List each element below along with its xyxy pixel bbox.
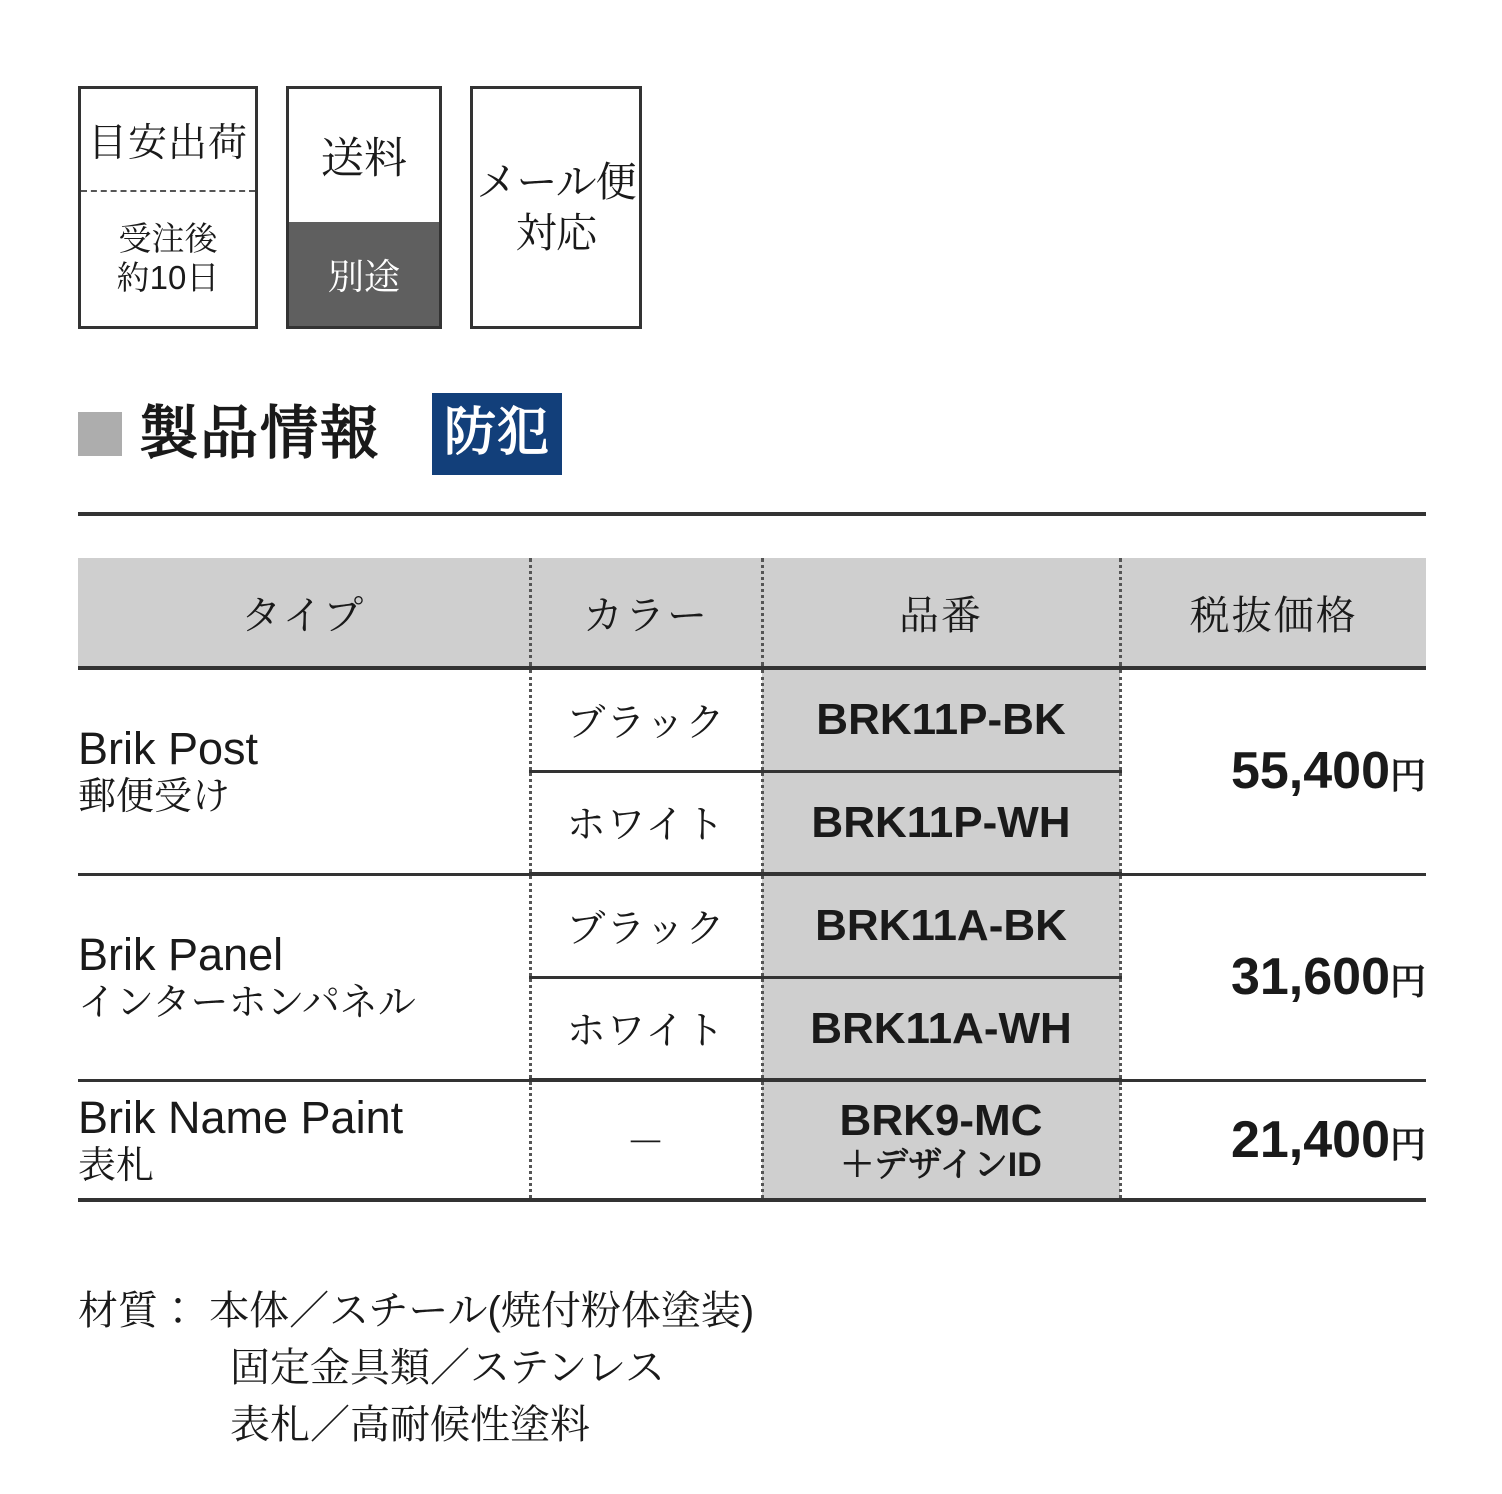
material-notes-line-2: 固定金具類／ステンレス <box>230 1345 665 1390</box>
cell-type-jp: インターホンパネル <box>78 982 416 1025</box>
badge-shipping-fee <box>286 86 442 329</box>
column-header-type: タイプ <box>78 558 530 668</box>
cell-price <box>1120 1080 1426 1200</box>
cell-code: BRK11P-BK <box>762 668 1120 771</box>
cell-price <box>1120 668 1426 874</box>
cell-type-en: Brik Panel <box>78 929 284 981</box>
badge-shipping-estimate-line2: 約10日 <box>116 259 220 296</box>
cell-type-jp: 表札 <box>78 1144 155 1187</box>
cell-code: BRK11A-WH <box>762 977 1120 1080</box>
cell-type-jp: 郵便受け <box>78 776 231 819</box>
cell-code-sub: ＋デザインID <box>840 1145 1042 1184</box>
cell-type <box>78 1080 530 1200</box>
cell-color: ブラック <box>530 874 762 977</box>
bullet-square-icon <box>78 412 122 456</box>
header-divider <box>78 512 1426 516</box>
cell-price-unit: 円 <box>1389 961 1426 1002</box>
badge-shipping-estimate-title: 目安出荷 <box>81 89 255 192</box>
cell-type-en: Brik Post <box>78 723 259 775</box>
badge-shipping-fee-value: 別途 <box>289 222 439 326</box>
column-header-price: 税抜価格 <box>1120 558 1426 668</box>
page-title: 製品情報 <box>140 401 381 466</box>
badge-row <box>78 86 642 329</box>
cell-code-main: BRK9-MC <box>839 1096 1043 1146</box>
cell-color: ブラック <box>530 668 762 771</box>
cell-price <box>1120 874 1426 1080</box>
cell-code: BRK11A-BK <box>762 874 1120 977</box>
status-badge-security: 防犯 <box>432 393 562 475</box>
cell-code: BRK11P-WH <box>762 771 1120 874</box>
cell-price-value: 31,600 <box>1230 948 1390 1006</box>
cell-price-value: 21,400 <box>1230 1110 1390 1169</box>
badge-mail-service-line2: 対応 <box>516 209 596 256</box>
badge-shipping-estimate-line1: 受注後 <box>118 220 218 258</box>
cell-price-unit: 円 <box>1389 755 1426 797</box>
material-notes-line-1: 材質： 本体／スチール(焼付粉体塗装) <box>78 1289 755 1333</box>
table-row <box>78 874 1426 977</box>
badge-shipping-estimate <box>78 86 258 329</box>
cell-price-value: 55,400 <box>1230 742 1390 801</box>
cell-price-unit: 円 <box>1389 1123 1426 1165</box>
product-table <box>78 558 1426 1202</box>
material-notes <box>78 1283 754 1453</box>
badge-mail-service-line1: メール便 <box>476 159 636 206</box>
cell-type-en: Brik Name Paint <box>78 1091 404 1143</box>
table-row <box>78 668 1426 771</box>
material-notes-line-3: 表札／高耐候性塗料 <box>230 1402 590 1447</box>
badge-shipping-fee-title: 送料 <box>321 135 407 183</box>
cell-color: － <box>530 1080 762 1200</box>
column-header-color: カラー <box>530 558 762 668</box>
cell-code <box>762 1080 1120 1200</box>
badge-mail-service <box>470 86 642 329</box>
cell-color: ホワイト <box>530 771 762 874</box>
badge-shipping-estimate-value <box>81 192 255 326</box>
table-row <box>78 1080 1426 1200</box>
cell-type <box>78 668 530 874</box>
cell-color: ホワイト <box>530 977 762 1080</box>
section-header <box>78 393 562 475</box>
table-header-row <box>78 558 1426 668</box>
product-table-wrap <box>78 558 1426 1202</box>
column-header-code: 品番 <box>762 558 1120 668</box>
cell-type <box>78 874 530 1080</box>
